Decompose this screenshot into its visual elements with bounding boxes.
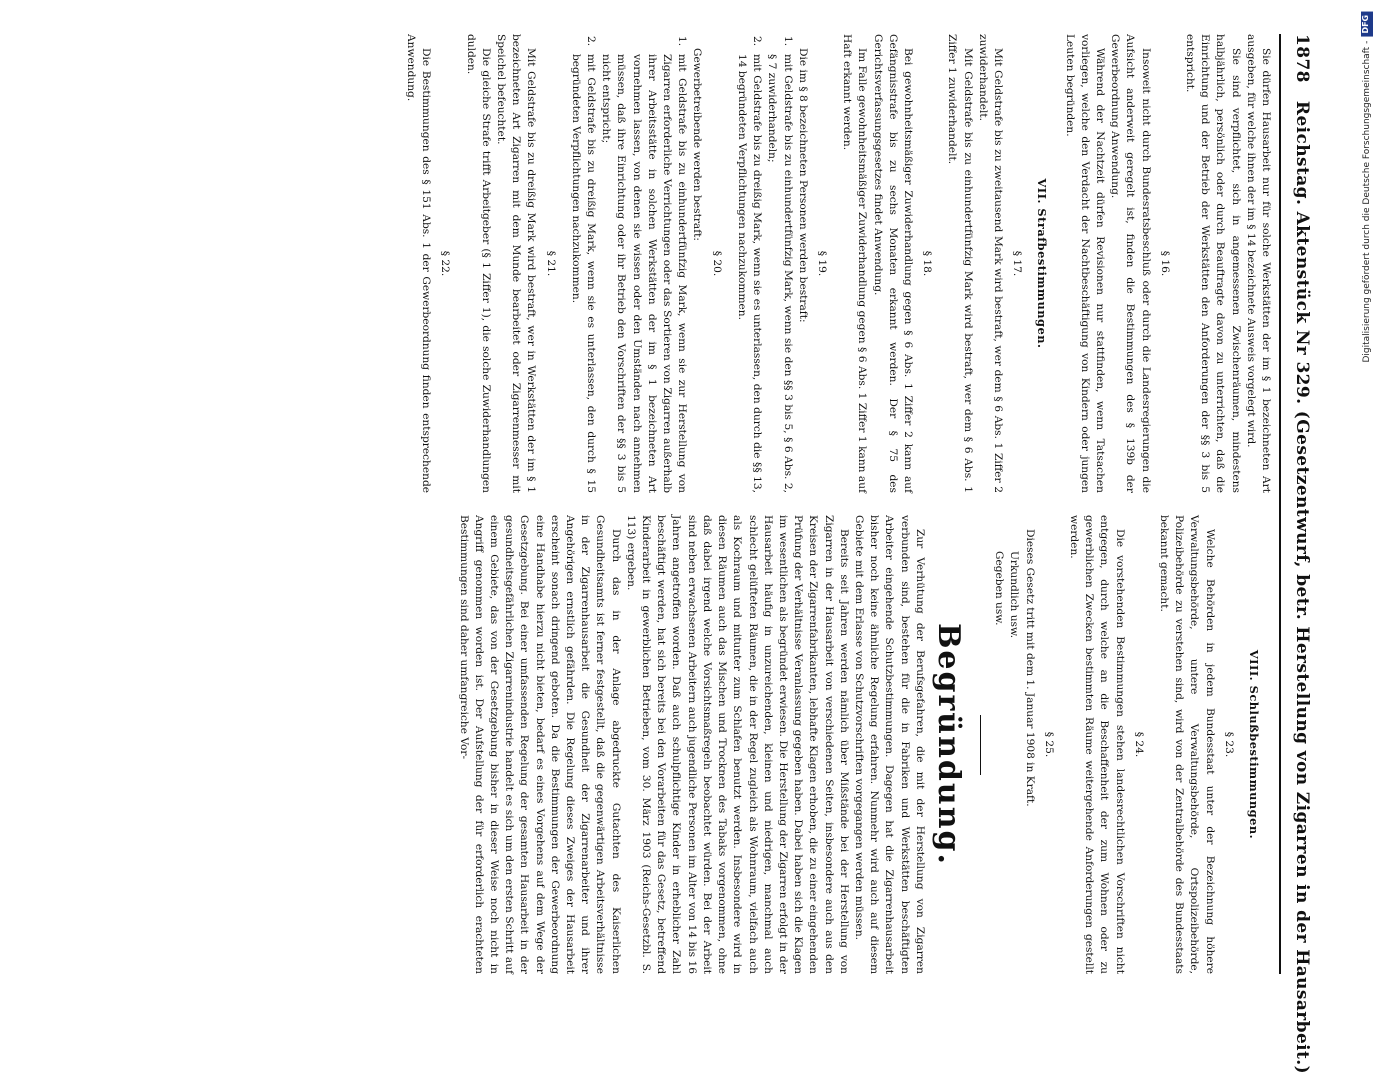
paragraph: Mit Geldstrafe bis zu dreißig Mark wird bestraft, wer in Werkstätten der im § 1 bezeichneten Art Zigarren mit dem Munde bearbeitet oder Zigarrenmesser mit Speichel befeuchtet. (495, 34, 538, 493)
paragraph: Sie sind verpflichtet, sich in angemessenen Zwischenräumen, mindestens halbjährlich, persönlich oder durch Beauftragte davon zu unterrichten, daß die Einrichtung und der Betrieb der Werkstätten den Anforderungen der §§ 3 bis 5 entspricht. (1183, 34, 1242, 493)
section-heading-18: § 18. (921, 250, 934, 277)
begruendung-title: Begründung. (930, 623, 966, 866)
paragraph: Während der Nachtzeit dürfen Revisionen nur stattfinden, wenn Tatsachen vorliegen, welche den Verdacht der Nachtbeschäftigung von Kindern oder jungen Leuten begründen. (1063, 34, 1106, 493)
list-text: mit Geldstrafe bis zu dreißig Mark, wenn sie es unterlassen, den durch § 15 begründeten Verpflichtungen nachzukommen. (569, 54, 598, 493)
section-heading-21: § 21. (544, 250, 557, 277)
list-number: 1. (676, 36, 689, 47)
list-number: 2. (585, 36, 598, 47)
digitization-credit (1361, 12, 1373, 363)
section-heading-16: § 16. (1158, 250, 1171, 277)
divider (980, 715, 981, 775)
paragraph: Im Falle gewohnheitsmäßiger Zuwiderhandlung gegen § 6 Abs. 1 Ziffer 1 kann auf Haft erkannt werden. (841, 34, 869, 493)
list-item (568, 34, 598, 493)
chapter-heading-vii: VII. Strafbestimmungen. (1035, 178, 1050, 349)
paragraph: Insoweit nicht durch Bundesratsbeschluß oder durch die Landesregierungen die Aufsicht anderweit geregelt ist, finden die Bestimmungen des § 139b der Gewerbeordnung Anwendung. (1109, 34, 1152, 493)
list-text: mit Geldstrafe bis zu einhundertfünfzig Mark, wenn sie zur Herstellung von Zigarren erforderliche Verrichtungen oder das Sortieren von Zigarren außerhalb ihrer Arbeitsstätte in solchen Werkstätten der im § 1 bezeichneten Art vornehmen lassen, von denen sie wissen oder den Umständen nach annehmen müssen, daß ihre Einrichtung oder ihr Betrieb den Vorschriften der §§ 3 bis 5 nicht entspricht; (600, 54, 689, 493)
paragraph: Die gleiche Strafe trifft Arbeitgeber (§ 1 Ziffer 1), die solche Zuwiderhandlungen dulden. (464, 34, 492, 493)
dfg-logo: DFG (1361, 12, 1373, 37)
list-text: mit Geldstrafe bis zu einhundertfünfzig Mark, wenn sie den §§ 3 bis 5, § 6 Abs. 2, § 7 zuwiderhandeln; (766, 54, 794, 493)
running-title: Reichstag. Aktenstück Nr 329. (Gesetzentwurf, betr. Herstellung von Zigarren in der Hausarbeit.) (1292, 100, 1312, 1074)
list-item (734, 34, 764, 493)
paragraph: Mit Geldstrafe bis zu zweitausend Mark wird bestraft, wer dem § 6 Abs. 1 Ziffer 2 zuwiderhandelt. (976, 34, 1004, 493)
page-number: 1878 (1292, 34, 1312, 83)
list-item (764, 34, 794, 493)
enumerated-list (568, 34, 690, 493)
list-text: mit Geldstrafe bis zu dreißig Mark, wenn sie es unterlassen, den durch die §§ 13, 14 begründeten Verpflichtungen nachzukommen. (735, 54, 764, 493)
section-heading-22: § 22. (439, 250, 452, 277)
paragraph: Zur Verhütung der Berufsgefahren, die mit der Herstellung von Zigarren verbunden sind, bestehen für die in Fabriken und Werkstätten beschäftigten Arbeiter eingehende Schutzbestimmungen. Dagegen hat die Zigarrenhausarbeit bisher noch keine ähnliche Regelung erfahren. Nunmehr wird auch auf diesem Gebiete mit dem Erlasse von Schutzvorschriften vorgegangen werden müssen. (852, 515, 926, 974)
paragraph: Mit Geldstrafe bis zu einhundertfünfzig Mark wird bestraft, wer dem § 6 Abs. 1 Ziffer 1 zuwiderhandelt. (946, 34, 974, 493)
paragraph: Welche Behörden in jedem Bundesstaat unter der Bezeichnung höhere Verwaltungsbehörde, untere Verwaltungsbehörde, Ortspolizeibehörde, Polizeibehörde zu verstehen sind, wird von der Zentralbehörde des Bundesstaats bekannt gemacht. (1157, 515, 1216, 974)
section-heading-19: § 19. (815, 250, 828, 277)
list-number: 2. (751, 36, 764, 47)
chapter-heading-viii: VIII. Schlußbestimmungen. (1247, 649, 1261, 840)
paragraph: Bereits seit Jahren werden nämlich über Mißstände bei der Herstellung von Zigarren in der Hausarbeit von verschiedenen Seiten, insbesondere auch aus den Kreisen der Zigarrenfabrikanten, lebhafte Klagen erhoben, die zu einer eingehenden Prüfung der Verhältnisse Veranlassung gegeben haben. Dabei haben sich die Klagen im wesentlichen als begründet erwiesen. Die Herstellung der Zigarren erfolgt in der Hausarbeit häufig in unzureichenden, kleinen und niedrigen, manchmal auch schlecht gelüfteten Räumen, die in der Regel zugleich als Wohnraum, vielfach auch als Kochraum und mitunter zum Schlafen benutzt werden. Insbesondere wird in diesen Räumen auch das Mischen und Trocknen des Tabaks vorgenommen, ohne daß dabei irgend welche Vorsichtsmaßregeln beobachtet würden. Bei der Arbeit sind neben erwachsenen Arbeitern auch jugendliche Personen im Alter von 14 bis 16 Jahren angetroffen worden. Daß auch schulpflichtige Kinder in erheblicher Zahl beschäftigt werden, hat sich bereits bei den Vorarbeiten für das Gesetz, betreffend Kinderarbeit in gewerblichen Betrieben, vom 30. März 1903 (Reichs-Gesetzbl. S. 113) ergeben. (624, 515, 850, 974)
closing-line: Urkundlich usw. (1008, 551, 1021, 639)
paragraph: Gewerbetreibende werden bestraft: (691, 48, 704, 241)
paragraph: Durch das in der Anlage abgedruckte Gutachten des Kaiserlichen Gesundheitsamts ist ferner festgestellt, daß die gegenwärtigen Arbeitsverhältnisse in der Zigarrenhausarbeit die Gesundheit der Zigarrenarbeiter und ihrer Angehörigen ernstlich gefährden. Die Regelung dieses Zweiges der Hausarbeit erscheint sonach dringend geboten. Da die Bestimmungen der Gewerbeordnung eine Handhabe hierzu nicht bieten, bedarf es eines Vorgehens auf dem Wege der Gesetzgebung. Bei einer umfassenden Regelung der gesamten Hausarbeit in der gesundheitsgefährlichen Zigarrenindustrie handelt es sich um den ersten Schritt auf einem Gebiete, das von der Gesetzgebung bisher in dieser Weise noch nicht in Angriff genommen worden ist. Der Aufstellung der für erforderlich erachteten Bestimmungen sind daher umfangreiche Vor- (457, 515, 622, 974)
page-header (1279, 34, 1323, 1074)
list-item (598, 34, 689, 493)
section-heading-23: § 23. (1222, 731, 1235, 758)
credit-text: Digitalisierung gefördert durch die Deutsche Forschungsgemeinschaft - (1362, 40, 1372, 363)
closing-line: Gegeben usw. (993, 551, 1006, 626)
section-heading-20: § 20. (710, 250, 723, 277)
section-heading-24: § 24. (1132, 731, 1145, 758)
paragraph: Bei gewohnheitsmäßiger Zuwiderhandlung gegen § 6 Abs. 1 Ziffer 2 kann auf Gefängnisstrafe bis zu sechs Monaten erkannt werden. Der § 75 des Gerichtsverfassungsgesetzes findet Anwendung. (871, 34, 914, 493)
section-heading-17: § 17. (1011, 250, 1024, 277)
paragraph: Die im § 8 bezeichneten Personen werden bestraft: (796, 48, 809, 323)
list-number: 1. (781, 36, 794, 47)
section-heading-25: § 25. (1042, 731, 1055, 758)
enumerated-list (734, 34, 795, 493)
paragraph: Sie dürfen Hausarbeit nur für solche Werkstätten der im § 1 bezeichneten Art ausgeben, für welche ihnen der im § 14 bezeichnete Ausweis vorgelegt wird. (1244, 34, 1272, 493)
document-page (23, 24, 1323, 1074)
right-column (403, 515, 1273, 974)
paragraph: Die vorstehenden Bestimmungen stehen landesrechtlichen Vorschriften nicht entgegen, durch welche an die Beschaffenheit der zum Wohnen oder zu gewerblichen Zwecken bestimmten Räume weitergehende Anforderungen gestellt werden. (1067, 515, 1126, 974)
left-column (403, 34, 1273, 493)
paragraph: Die Bestimmungen des § 151 Abs. 1 der Gewerbeordnung finden entsprechende Anwendung. (405, 34, 433, 493)
paragraph: Dieses Gesetz tritt mit dem 1. Januar 1908 in Kraft. (1023, 529, 1036, 807)
